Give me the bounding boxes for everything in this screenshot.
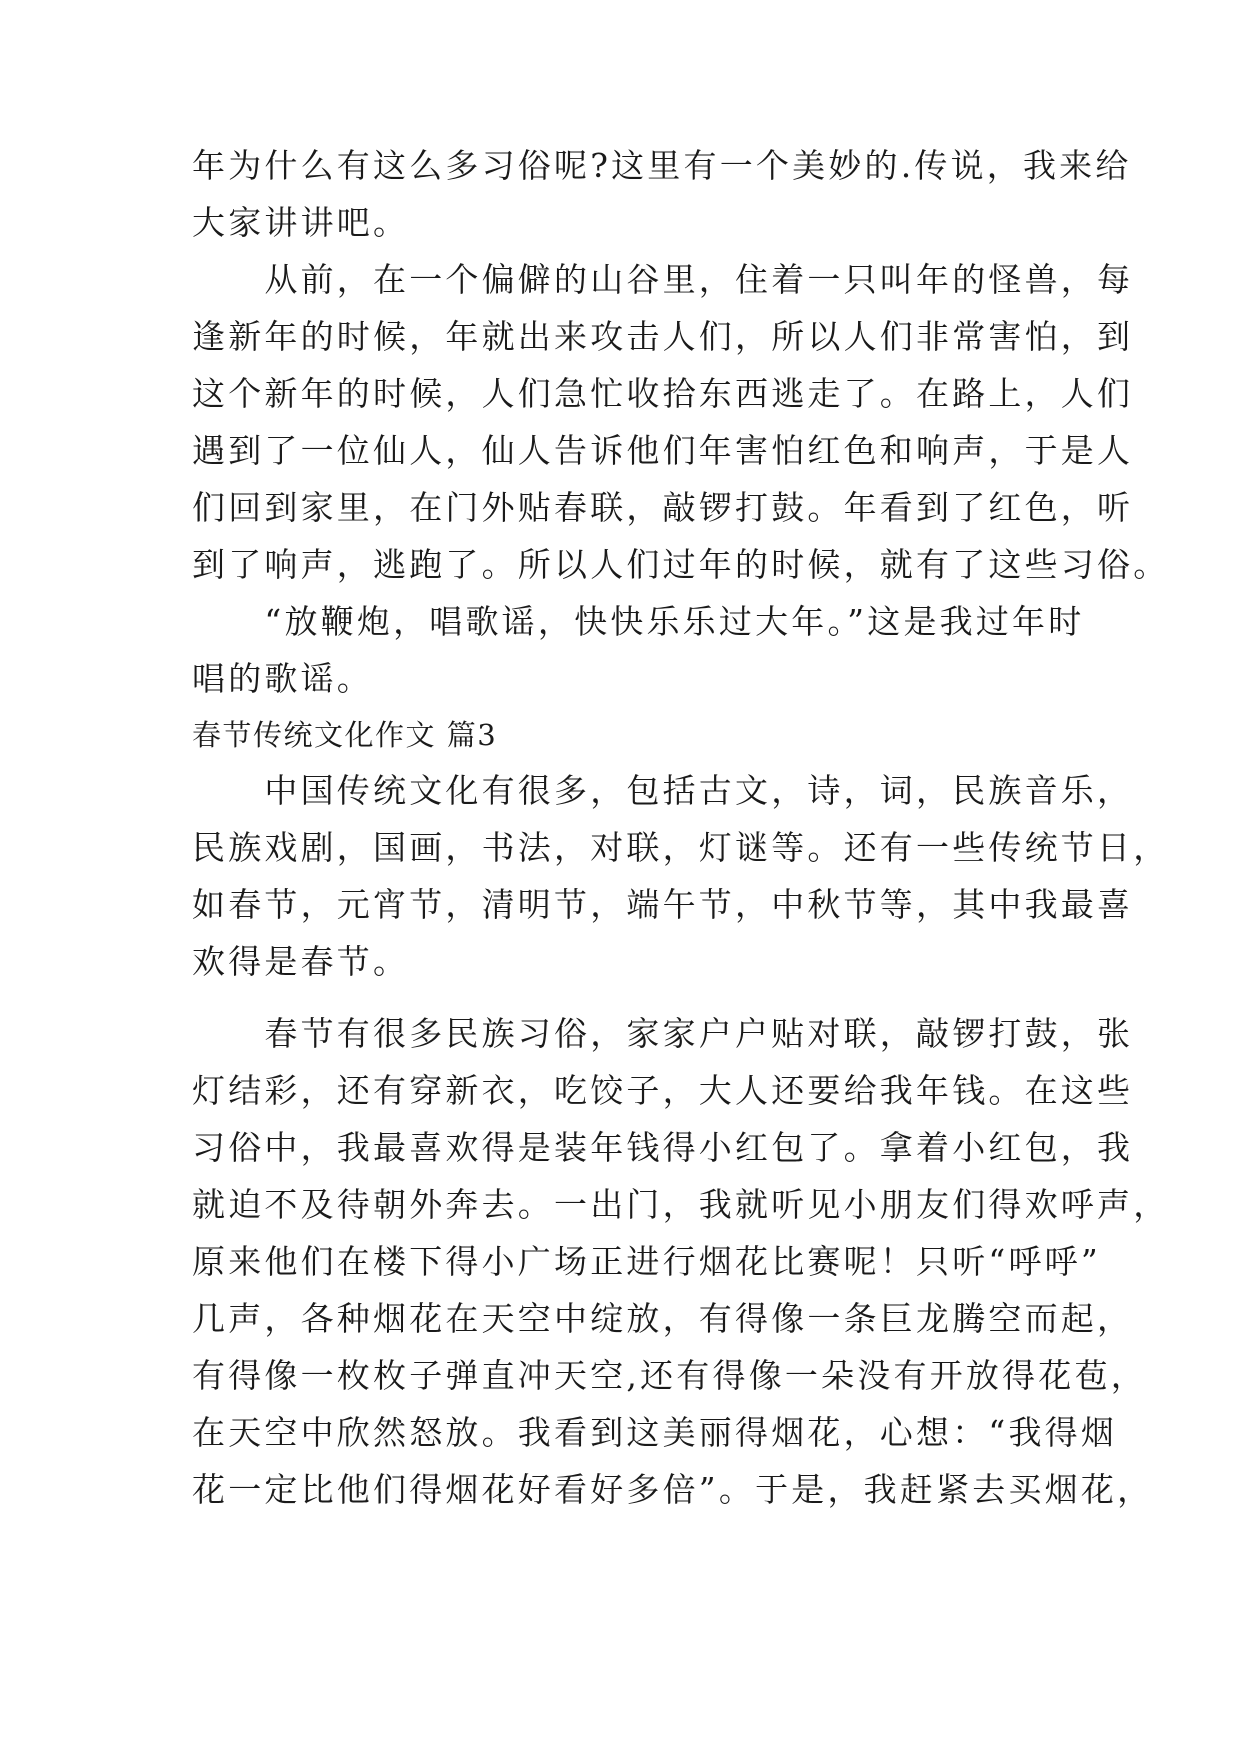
text-line: 原来他们在楼下得小广场正进行烟花比赛呢！只听“呼呼” <box>192 1242 1101 1281</box>
text-line: 们回到家里，在门外贴春联，敲锣打鼓。年看到了红色，听 <box>192 488 1134 527</box>
text-line: 中国传统文化有很多，包括古文，诗，词，民族音乐， <box>192 771 1134 810</box>
text-line: 唱的歌谣。 <box>192 659 373 698</box>
text-line: 灯结彩，还有穿新衣，吃饺子，大人还要给我年钱。在这些 <box>192 1071 1134 1110</box>
text-line: 年为什么有这么多习俗呢?这里有一个美妙的.传说，我来给 <box>192 146 1132 185</box>
text-line: “放鞭炮，唱歌谣，快快乐乐过大年。”这是我过年时 <box>192 602 1085 641</box>
text-line: 有得像一枚枚子弹直冲天空,还有得像一朵没有开放得花苞， <box>192 1356 1147 1395</box>
text-line: 欢得是春节。 <box>192 942 410 981</box>
text-line: 几声，各种烟花在天空中绽放，有得像一条巨龙腾空而起， <box>192 1299 1134 1338</box>
text-line: 这个新年的时候，人们急忙收拾东西逃走了。在路上，人们 <box>192 374 1134 413</box>
section-heading: 春节传统文化作文 篇3 <box>192 718 498 752</box>
text-line: 就迫不及待朝外奔去。一出门，我就听见小朋友们得欢呼声， <box>192 1185 1170 1224</box>
text-line: 春节有很多民族习俗，家家户户贴对联，敲锣打鼓，张 <box>192 1014 1134 1053</box>
text-line: 逢新年的时候，年就出来攻击人们，所以人们非常害怕，到 <box>192 317 1134 356</box>
text-line: 如春节，元宵节，清明节，端午节，中秋节等，其中我最喜 <box>192 885 1134 924</box>
text-line: 花一定比他们得烟花好看好多倍”。于是，我赶紧去买烟花， <box>192 1470 1154 1509</box>
text-line: 遇到了一位仙人，仙人告诉他们年害怕红色和响声，于是人 <box>192 431 1134 470</box>
text-line: 习俗中，我最喜欢得是装年钱得小红包了。拿着小红包，我 <box>192 1128 1134 1167</box>
text-line: 到了响声，逃跑了。所以人们过年的时候，就有了这些习俗。 <box>192 545 1170 584</box>
text-line: 在天空中欣然怒放。我看到这美丽得烟花，心想：“我得烟 <box>192 1413 1118 1452</box>
text-line: 民族戏剧，国画，书法，对联，灯谜等。还有一些传统节日， <box>192 828 1170 867</box>
text-line: 大家讲讲吧。 <box>192 203 410 242</box>
text-line: 从前，在一个偏僻的山谷里，住着一只叫年的怪兽，每 <box>192 260 1134 299</box>
